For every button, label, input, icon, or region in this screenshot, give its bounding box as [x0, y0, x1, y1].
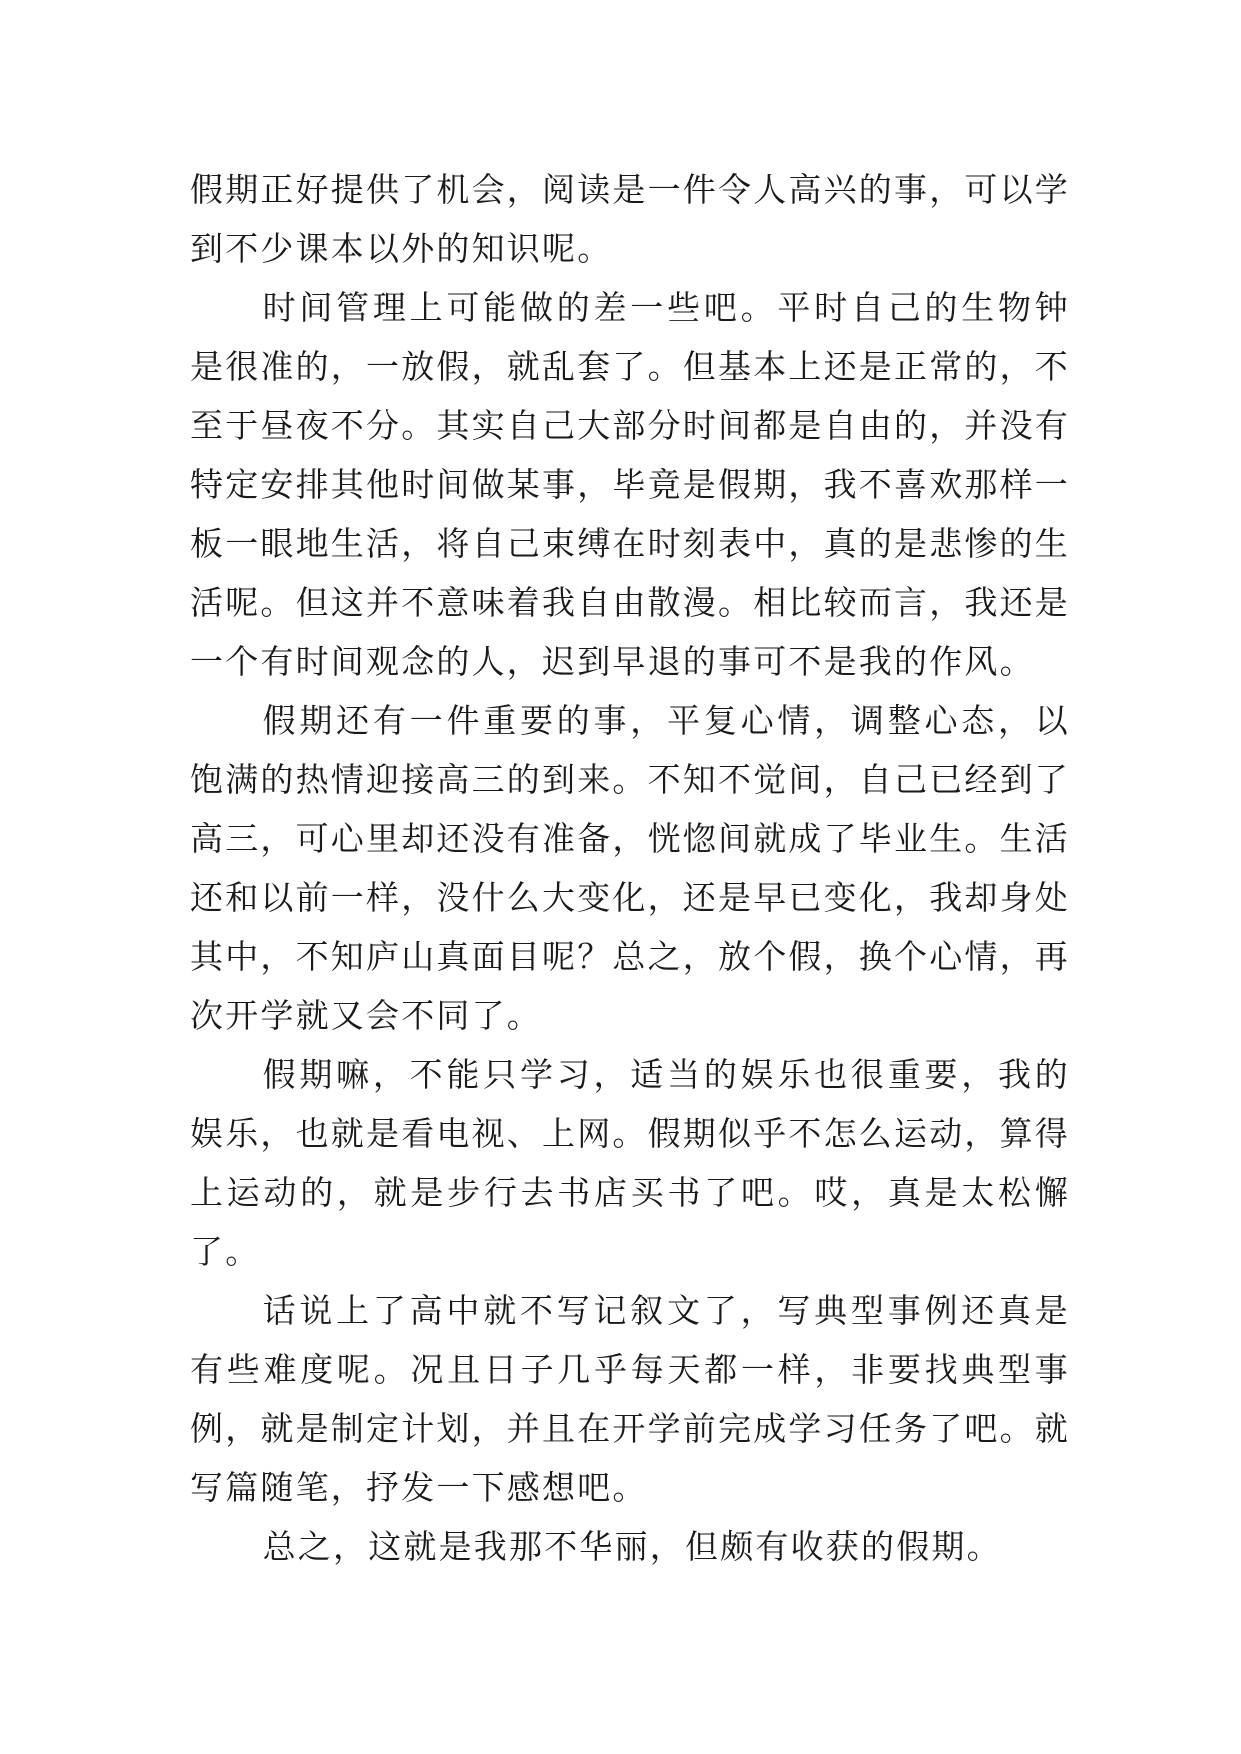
document-body [190, 160, 1070, 1576]
paragraph-3: 假期还有一件重要的事，平复心情，调整心态，以饱满的热情迎接高三的到来。不知不觉间，自己已经到了高三，可心里却还没有准备，恍惚间就成了毕业生。生活还和以前一样，没什么大变化，还是早已变化，我却身处其中，不知庐山真面目呢？总之，放个假，换个心情，再次开学就又会不同了。 [190, 701, 1070, 1035]
paragraph-4: 假期嘛，不能只学习，适当的娱乐也很重要，我的娱乐，也就是看电视、上网。假期似乎不怎么运动，算得上运动的，就是步行去书店买书了吧。哎，真是太松懈了。 [190, 1055, 1070, 1271]
paragraph-2: 时间管理上可能做的差一些吧。平时自己的生物钟是很准的，一放假，就乱套了。但基本上还是正常的，不至于昼夜不分。其实自己大部分时间都是自由的，并没有特定安排其他时间做某事，毕竟是假期，我不喜欢那样一板一眼地生活，将自己束缚在时刻表中，真的是悲惨的生活呢。但这并不意味着我自由散漫。相比较而言，我还是一个有时间观念的人，迟到早退的事可不是我的作风。 [190, 288, 1070, 681]
paragraph-1: 假期正好提供了机会，阅读是一件令人高兴的事，可以学到不少课本以外的知识呢。 [190, 170, 1070, 268]
paragraph-5: 话说上了高中就不写记叙文了，写典型事例还真是有些难度呢。况且日子几乎每天都一样，非要找典型事例，就是制定计划，并且在开学前完成学习任务了吧。就写篇随笔，抒发一下感想吧。 [190, 1291, 1070, 1507]
paragraph-6: 总之，这就是我那不华丽，但颇有收获的假期。 [262, 1527, 1002, 1566]
